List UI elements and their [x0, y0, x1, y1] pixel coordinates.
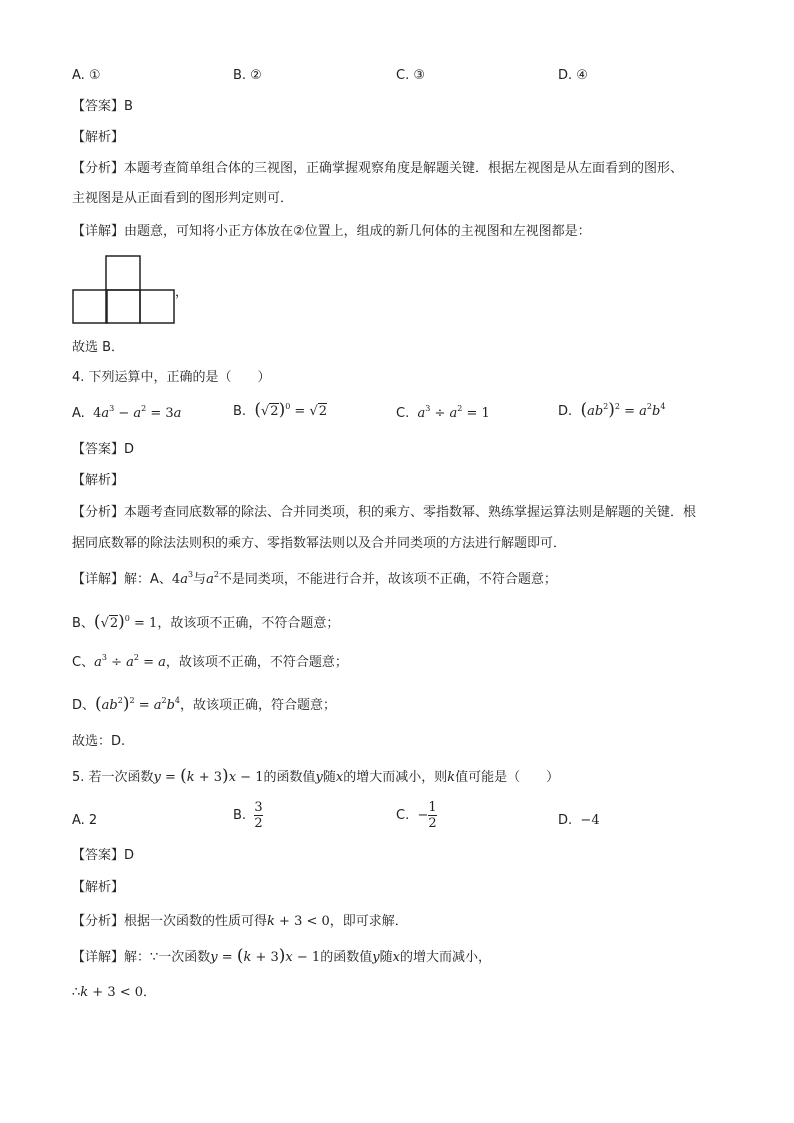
q5-stem-k: k — [447, 770, 456, 785]
q3-jiexi-heading: 【解析】 — [72, 130, 125, 145]
q4-detail-mid: 与 — [193, 572, 207, 587]
q4-option-c — [396, 404, 490, 424]
q5-jiexi-heading: 【解析】 — [72, 880, 125, 895]
q4-detail-a-expr1: $4a^3$ — [171, 570, 194, 587]
q4-c-expr: $a^3 \div a^2 = a$ — [94, 653, 166, 670]
figure-square-top — [106, 256, 140, 290]
q5-stem-prefix: 5. 若一次函数 — [72, 770, 154, 785]
q5-final-prefix: ∴ — [72, 985, 81, 1000]
q5-stem-y: y — [315, 770, 323, 785]
q5-detail-y: y — [372, 950, 380, 965]
q4-b-expr: $(√2)^0 = 1$ — [93, 612, 158, 632]
q5-detail-mid2: 随 — [379, 950, 393, 965]
q5-stem-mid: 的函数值 — [263, 770, 316, 785]
q5-stem-mid2: 随 — [322, 770, 336, 785]
q3-option-c: C. ③ — [396, 68, 425, 83]
figure-square-middle — [106, 290, 140, 323]
three-view-figure — [72, 255, 192, 325]
q5-option-b-fraction — [254, 800, 262, 831]
figure-square-right — [140, 290, 174, 323]
q5-detail-mid: 的函数值 — [320, 950, 373, 965]
figure-square-left — [73, 290, 107, 323]
q4-option-c-expr: $a^3 \div a^2 = 1$ — [417, 404, 490, 421]
q4-detail-prefix: 【详解】解：A、 — [72, 572, 172, 587]
q4-answer: 【答案】D — [72, 442, 135, 457]
q4-b-text: ，故该项不正确，不符合题意； — [157, 616, 340, 631]
q4-option-d-expr: $(ab^2)^2 = a^2b^4$ — [580, 400, 666, 420]
q4-c-prefix: C、 — [72, 655, 95, 670]
q4-option-d-label: D. — [558, 404, 573, 419]
q5-stem-suffix: 值可能是（ ） — [455, 770, 560, 785]
q5-option-d-label: D. — [558, 813, 573, 828]
q4-stem: 4. 下列运算中，正确的是（ ） — [72, 370, 271, 385]
q5-answer: 【答案】D — [72, 848, 135, 863]
q5-stem-mid3: 的增大而减小，则 — [343, 770, 448, 785]
q4-option-a-expr: $4a^3 - a^2 = 3a$ — [88, 404, 182, 421]
q4-c-text: ，故该项不正确，不符合题意； — [165, 655, 348, 670]
q4-b-prefix: B、 — [72, 616, 94, 631]
q5-frac-b-num: 3 — [254, 800, 263, 815]
q5-detail-suffix: 的增大而减小， — [399, 950, 491, 965]
q5-stem — [72, 766, 559, 788]
q3-option-b: B. ② — [233, 68, 262, 83]
q5-stem-x: x — [335, 770, 344, 785]
q4-d-prefix: D、 — [72, 698, 96, 713]
q5-frac-c-den: 2 — [428, 816, 437, 831]
q5-option-d-value: −4 — [580, 813, 600, 828]
q4-detail-a-text: 不是同类项，不能进行合并，故该项不正确，不符合题意； — [218, 572, 557, 587]
q4-option-b-label: B. — [233, 404, 247, 419]
q4-option-a-label: A. — [72, 406, 85, 421]
q5-analysis — [72, 912, 408, 932]
q5-final-inequality: k + 3 < 0 — [80, 985, 144, 1000]
q4-detail-c — [72, 653, 348, 673]
q4-option-d — [558, 400, 665, 422]
q5-analysis-inequality: k + 3 < 0 — [267, 914, 330, 929]
q3-option-d: D. ④ — [558, 68, 588, 83]
q5-option-c-label: C. — [396, 808, 410, 823]
q5-frac-b-den: 2 — [254, 816, 263, 831]
q5-option-c-fraction — [428, 800, 436, 831]
q3-analysis-line-1: 【分析】本题考查简单组合体的三视图，正确掌握观察角度是解题关键．根据左视图是从左面看到的图形、 — [72, 161, 684, 176]
q5-detail-prefix: 【详解】解：∵一次函数 — [72, 950, 211, 965]
q5-detail-func: y = (k + 3)x − 1 — [210, 946, 321, 966]
q4-option-b-expr: $(√2)^0 = √2$ — [254, 400, 328, 420]
q5-option-c: C. − $\frac{1}{2}$ — [396, 800, 437, 831]
q3-answer: 【答案】B — [72, 99, 133, 114]
q5-final-suffix: ． — [143, 985, 157, 1000]
q4-option-a — [72, 404, 181, 424]
q5-final — [72, 983, 156, 1003]
q5-option-b — [233, 800, 263, 831]
q5-option-d — [558, 811, 600, 831]
q5-frac-c-num: 1 — [428, 800, 437, 815]
q4-option-b — [233, 400, 327, 422]
q5-detail-x: x — [392, 950, 400, 965]
q4-d-text: ，故该项正确，符合题意； — [180, 698, 337, 713]
q4-analysis-line-1: 【分析】本题考查同底数幂的除法、合并同类项，积的乘方、零指数幂、熟练掌握运算法则是解题的关键．根 — [72, 505, 697, 520]
q4-detail-d — [72, 694, 336, 716]
q5-analysis-prefix: 【分析】根据一次函数的性质可得 — [72, 914, 268, 929]
figure-comma: ， — [175, 285, 189, 300]
q4-detail-a — [72, 570, 557, 590]
q4-jiexi-heading: 【解析】 — [72, 473, 125, 488]
q4-detail-a-expr2: $a^2$ — [206, 570, 219, 587]
q3-analysis-line-2: 主视图是从正面看到的图形判定则可． — [72, 191, 294, 206]
q5-option-a: A. 2 — [72, 813, 98, 828]
q4-option-c-label: C. — [396, 406, 410, 421]
q4-d-expr: $(ab^2)^2 = a^2b^4$ — [95, 694, 181, 714]
q5-detail — [72, 946, 491, 968]
q4-analysis-line-2: 据同底数幂的除法法则积的乘方、零指数幂法则以及合并同类项的方法进行解题即可． — [72, 536, 567, 551]
q4-conclusion: 故选：D. — [72, 734, 126, 749]
q3-detail: 【详解】由题意，可知将小正方体放在②位置上，组成的新几何体的主视图和左视图都是： — [72, 224, 591, 239]
q5-option-b-label: B. — [233, 808, 247, 823]
q3-conclusion: 故选 B． — [72, 340, 125, 355]
q4-detail-b — [72, 612, 339, 634]
q5-analysis-suffix: ，即可求解． — [329, 914, 408, 929]
q3-option-a: A. ① — [72, 68, 101, 83]
q5-stem-func: y = (k + 3)x − 1 — [153, 766, 264, 786]
